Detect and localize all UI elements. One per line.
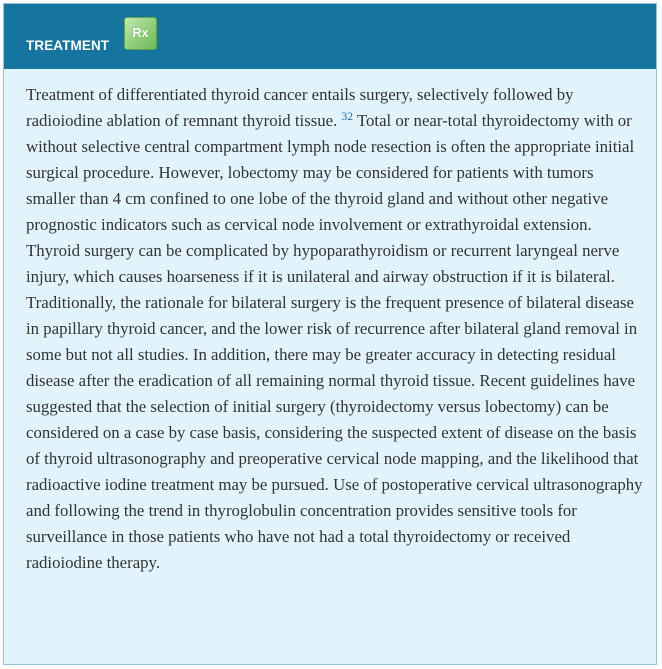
treatment-paragraph <box>26 82 646 576</box>
paragraph-text-part1: Treatment of differentiated thyroid cancer entails surgery, selectively followed by radioiodine ablation of remnant thyroid tissue. <box>26 85 574 130</box>
rx-icon-label: Rx <box>132 26 149 40</box>
section-header <box>4 4 656 69</box>
treatment-panel <box>3 3 657 665</box>
rx-icon <box>124 17 157 50</box>
reference-link[interactable]: 32 <box>341 111 354 123</box>
paragraph-text-part2: Total or near-total thyroidectomy with or without selective central compartment lymph node resection is often the appropriate initial surgical procedure. However, lobectomy may be considered for patients with tumors smaller than 4 cm confined to one lobe of the thyroid gland and without other negative prognostic indicators such as cervical node involvement or extrathyroidal extension. Thyroid surgery can be complicated by hypoparathyroidism or recurrent laryngeal nerve injury, which causes hoarseness if it is unilateral and airway obstruction if it is bilateral. Traditionally, the rationale for bilateral surgery is the frequent presence of bilateral disease in papillary thyroid cancer, and the lower risk of recurrence after bilateral gland removal in some but not all studies. In addition, there may be greater accuracy in detecting residual disease after the eradication of all remaining normal thyroid tissue. Recent guidelines have suggested that the selection of initial surgery (thyroidectomy versus lobectomy) can be considered on a case by case basis, considering the suspected extent of disease on the basis of thyroid ultrasonography and preoperative cervical node mapping, and the likelihood that radioactive iodine treatment may be pursued. Use of postoperative cervical ultrasonography and following the trend in thyroglobulin concentration provides sensitive tools for surveillance in those patients who have not had a total thyroidectomy or received radioiodine therapy. <box>26 111 643 572</box>
section-title: TREATMENT <box>26 38 110 53</box>
